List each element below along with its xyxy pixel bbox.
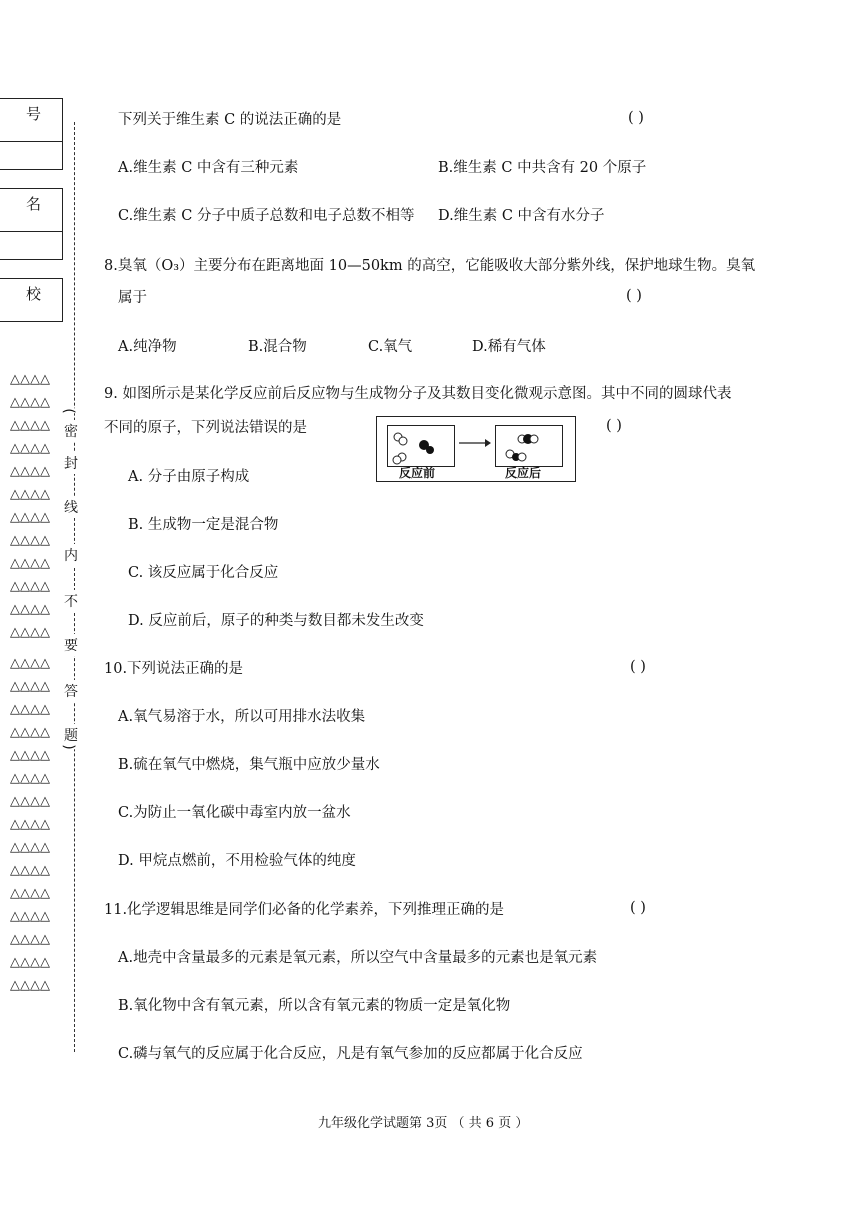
q8-answer-paren: ( ): [626, 288, 642, 304]
q11-option-c: C.磷与氧气的反应属于化合反应，凡是有氧气参加的反应都属于化合反应: [118, 1046, 583, 1062]
q8-option-a: A.纯净物: [118, 339, 177, 355]
q7-option-b: B.维生素 C 中共含有 20 个原子: [438, 160, 647, 176]
after-panel: [495, 425, 563, 467]
q10-option-d: D. 甲烷点燃前，不用检验气体的纯度: [118, 853, 356, 869]
name-label: 名: [26, 195, 42, 213]
triangle-row: △△△△: [10, 418, 50, 433]
seal-char: 要: [64, 634, 78, 656]
after-label: 反应后: [505, 466, 542, 480]
triangle-row: △△△△: [10, 932, 50, 947]
q11-answer-paren: ( ): [630, 900, 646, 916]
triangle-row: △△△△: [10, 725, 50, 740]
q7-answer-paren: ( ): [628, 110, 644, 126]
q11-stem: 11.化学逻辑思维是同学们必备的化学素养，下列推理正确的是: [104, 902, 505, 918]
after-molecules-icon: [496, 426, 562, 466]
triangle-row: △△△△: [10, 771, 50, 786]
seal-char: 题: [64, 724, 78, 746]
q10-stem: 10.下列说法正确的是: [104, 661, 244, 677]
q8-option-d: D.稀有气体: [472, 339, 546, 355]
triangle-row: △△△△: [10, 748, 50, 763]
q7-stem: 下列关于维生素 C 的说法正确的是: [118, 112, 342, 128]
q9-option-b: B. 生成物一定是混合物: [128, 517, 279, 533]
seal-char: 不: [64, 590, 78, 612]
q8-stem-line2: 属于: [118, 290, 147, 306]
seal-char: 线: [64, 496, 78, 518]
triangle-row: △△△△: [10, 909, 50, 924]
binding-dashed-line: [74, 122, 75, 1052]
page-footer: 九年级化学试题第 3页 （ 共 6 页 ）: [318, 1116, 529, 1131]
q10-option-a: A.氧气易溶于水，所以可用排水法收集: [118, 709, 366, 725]
q9-answer-paren: ( ): [606, 418, 622, 434]
q9-option-a: A. 分子由原子构成: [128, 469, 250, 485]
q8-stem-line1: 8.臭氧（O₃）主要分布在距离地面 10—50km 的高空，它能吸收大部分紫外线，保护地球生物。臭氧: [104, 258, 756, 274]
seal-char: (: [60, 408, 77, 414]
triangle-row: △△△△: [10, 863, 50, 878]
triangle-row: △△△△: [10, 656, 50, 671]
triangle-row: △△△△: [10, 395, 50, 410]
triangle-row: △△△△: [10, 556, 50, 571]
triangle-row: △△△△: [10, 602, 50, 617]
q9-stem-line1: 9. 如图所示是某化学反应前后反应物与生成物分子及其数目变化微观示意图。其中不同的圆球代表: [104, 386, 732, 402]
triangle-row: △△△△: [10, 533, 50, 548]
triangle-row: △△△△: [10, 679, 50, 694]
triangle-row: △△△△: [10, 441, 50, 456]
triangle-row: △△△△: [10, 978, 50, 993]
school-box: [0, 278, 63, 322]
arrow-icon: [457, 437, 491, 449]
seal-char: 内: [64, 544, 78, 566]
q10-answer-paren: ( ): [630, 659, 646, 675]
q11-option-a: A.地壳中含量最多的元素是氧元素，所以空气中含量最多的元素也是氧元素: [118, 950, 598, 966]
q11-option-b: B.氧化物中含有氧元素，所以含有氧元素的物质一定是氧化物: [118, 998, 511, 1014]
before-panel: [387, 425, 455, 467]
triangle-row: △△△△: [10, 464, 50, 479]
exam-number-box: [0, 98, 63, 170]
q10-option-b: B.硫在氧气中燃烧，集气瓶中应放少量水: [118, 757, 380, 773]
exam-number-label: 号: [26, 105, 42, 123]
seal-char: 答: [64, 680, 78, 702]
triangle-row: △△△△: [10, 579, 50, 594]
triangle-row: △△△△: [10, 955, 50, 970]
triangle-row: △△△△: [10, 794, 50, 809]
before-molecules-icon: [388, 426, 454, 466]
triangle-row: △△△△: [10, 886, 50, 901]
triangle-row: △△△△: [10, 702, 50, 717]
q8-option-c: C.氧气: [368, 339, 413, 355]
q10-option-c: C.为防止一氧化碳中毒室内放一盆水: [118, 805, 351, 821]
triangle-row: △△△△: [10, 487, 50, 502]
before-label: 反应前: [399, 466, 436, 480]
seal-char: ): [60, 744, 77, 750]
q8-option-b: B.混合物: [248, 339, 307, 355]
q7-option-d: D.维生素 C 中含有水分子: [438, 208, 605, 224]
reaction-diagram: [376, 416, 576, 482]
triangle-row: △△△△: [10, 372, 50, 387]
q9-stem-line2: 不同的原子，下列说法错误的是: [104, 420, 307, 436]
triangle-row: △△△△: [10, 510, 50, 525]
school-label: 校: [26, 285, 42, 303]
name-box: [0, 188, 63, 260]
triangle-row: △△△△: [10, 625, 50, 640]
q9-option-d: D. 反应前后，原子的种类与数目都未发生改变: [128, 613, 424, 629]
q7-option-a: A.维生素 C 中含有三种元素: [118, 160, 299, 176]
seal-char: 封: [64, 452, 78, 474]
q7-option-c: C.维生素 C 分子中质子总数和电子总数不相等: [118, 208, 415, 224]
seal-char: 密: [64, 420, 78, 442]
triangle-row: △△△△: [10, 840, 50, 855]
triangle-row: △△△△: [10, 817, 50, 832]
q9-option-c: C. 该反应属于化合反应: [128, 565, 279, 581]
